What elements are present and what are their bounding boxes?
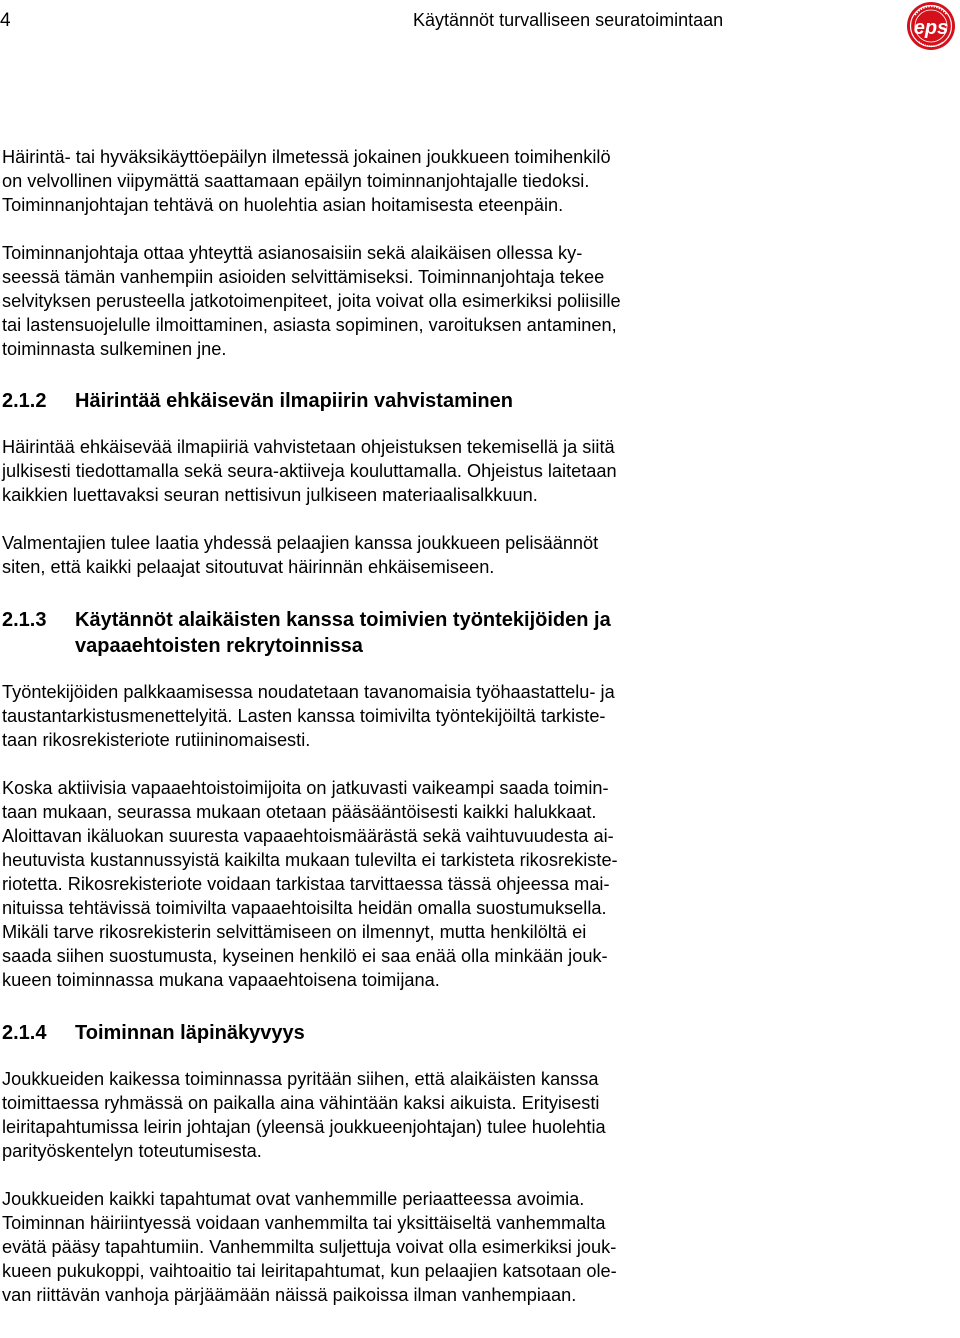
paragraph-two-adults: Joukkueiden kaikessa toiminnassa pyritään siihen, että alaikäisten kanssa toimittaessa ryhmässä on paikalla aina vähintään kaksi aikuista. Erityisesti leiritapahtumissa leirin johtajan (yleensä joukkueenjohtajan) tulee huolehtia parityöskentelyn toteutumisesta. (2, 1069, 606, 1161)
section-heading-2-1-3 (2, 607, 703, 659)
paragraph-employee-hiring: Työntekijöiden palkkaamisessa noudatetaan tavanomaisia työhaastattelu- ja taustantarkistusmenettelyitä. Lasten kanssa toimivilta työntekijöiltä tarkiste- taan rikosrekisteriote rutiininomaisesti. (2, 682, 615, 750)
section-heading-2-1-4 (2, 1020, 703, 1046)
section-title: Häirintää ehkäisevän ilmapiirin vahvistaminen (75, 390, 513, 412)
section-title: Toiminnan läpinäkyvyys (75, 1022, 305, 1044)
section-number: 2.1.4 (2, 1022, 47, 1044)
paragraph-volunteer-checks: Koska aktiivisia vapaaehtoistoimijoita on jatkuvasti vaikeampi saada toimin- taan mukaan, seurassa mukaan otetaan pääsääntöisesti kaikki halukkaat. Aloittavan ikäluokan suuresta vapaaehtoismäärästä sekä vaihtuvuudesta ai- heutuvista kustannussyistä kaikilta mukaan tulevilta ei tarkisteta rikosrekiste- riotetta. Rikosrekisteriote voidaan tarkistaa tarvittaessa tässä ohjeessa mai- nituissa tehtävissä toimivilta vapaaehtoisilta heidän omalla suostumuksella. Mikäli tarve rikosrekisterin selvittämiseen on ilmennyt, mutta henkilöltä ei saada siihen suostumusta, kyseinen henkilö ei saa enää olla minkään jouk- kueen toiminnassa mukana vapaaehtoisena toimijana. (2, 778, 618, 990)
svg-text:eps: eps (913, 17, 949, 39)
club-logo-icon (906, 1, 956, 51)
paragraph-harassment-suspicion: Häirintä- tai hyväksikäyttöepäilyn ilmetessä jokainen joukkueen toimihenkilö on velvollinen viipymättä saattamaan epäilyn toiminnanjohtajalle tiedoksi. Toiminnanjohtajan tehtävä on huolehtia asian hoitamisesta eteenpäin. (2, 147, 611, 215)
running-header-title: Käytännöt turvalliseen seuratoimintaan (413, 10, 724, 30)
section-number: 2.1.2 (2, 390, 47, 412)
section-heading-2-1-2 (2, 388, 703, 414)
paragraph-parent-access: Joukkueiden kaikki tapahtumat ovat vanhemmille periaatteessa avoimia. Toiminnan häiriintyessä voidaan vanhemmilta tai yksittäiseltä vanhemmalta evätä pääsy tapahtumiin. Vanhemmilta suljettuja voivat olla esimerkiksi jouk- kueen pukukoppi, vaihtoaitio tai leiritapahtumat, kun pelaajien katsotaan ole- van riittävän vanhoja pärjäämään näissä paikoissa ilman vanhempiaan. (2, 1189, 617, 1305)
section-number: 2.1.3 (2, 609, 47, 631)
section-title: Käytännöt alaikäisten kanssa toimivien työntekijöiden ja vapaaehtoisten rekrytoinnissa (75, 609, 611, 657)
page-number: 4 (0, 10, 11, 31)
document-body (2, 145, 703, 1307)
paragraph-coaches-rules: Valmentajien tulee laatia yhdessä pelaajien kanssa joukkueen pelisäännöt siten, että kaikki pelaajat sitoutuvat häirinnän ehkäisemiseen. (2, 533, 599, 577)
paragraph-manager-actions: Toiminnanjohtaja ottaa yhteyttä asianosaisiin sekä alaikäisen ollessa ky- seessä tämän vanhempiin asioiden selvittämiseksi. Toiminnanjohtaja tekee selvityksen perusteella jatkotoimenpiteet, joita voivat olla esimerkiksi poliisille tai lastensuojelulle ilmoittaminen, asiasta sopiminen, varoituksen antaminen, toiminnasta sulkeminen jne. (2, 243, 621, 359)
paragraph-atmosphere: Häirintää ehkäisevää ilmapiiriä vahvistetaan ohjeistuksen tekemisellä ja siitä julkisesti tiedottamalla sekä seura-aktiiveja kouluttamalla. Ohjeistus laitetaan kaikkien luettavaksi seuran nettisivun julkiseen materiaalisalkkuun. (2, 437, 617, 505)
